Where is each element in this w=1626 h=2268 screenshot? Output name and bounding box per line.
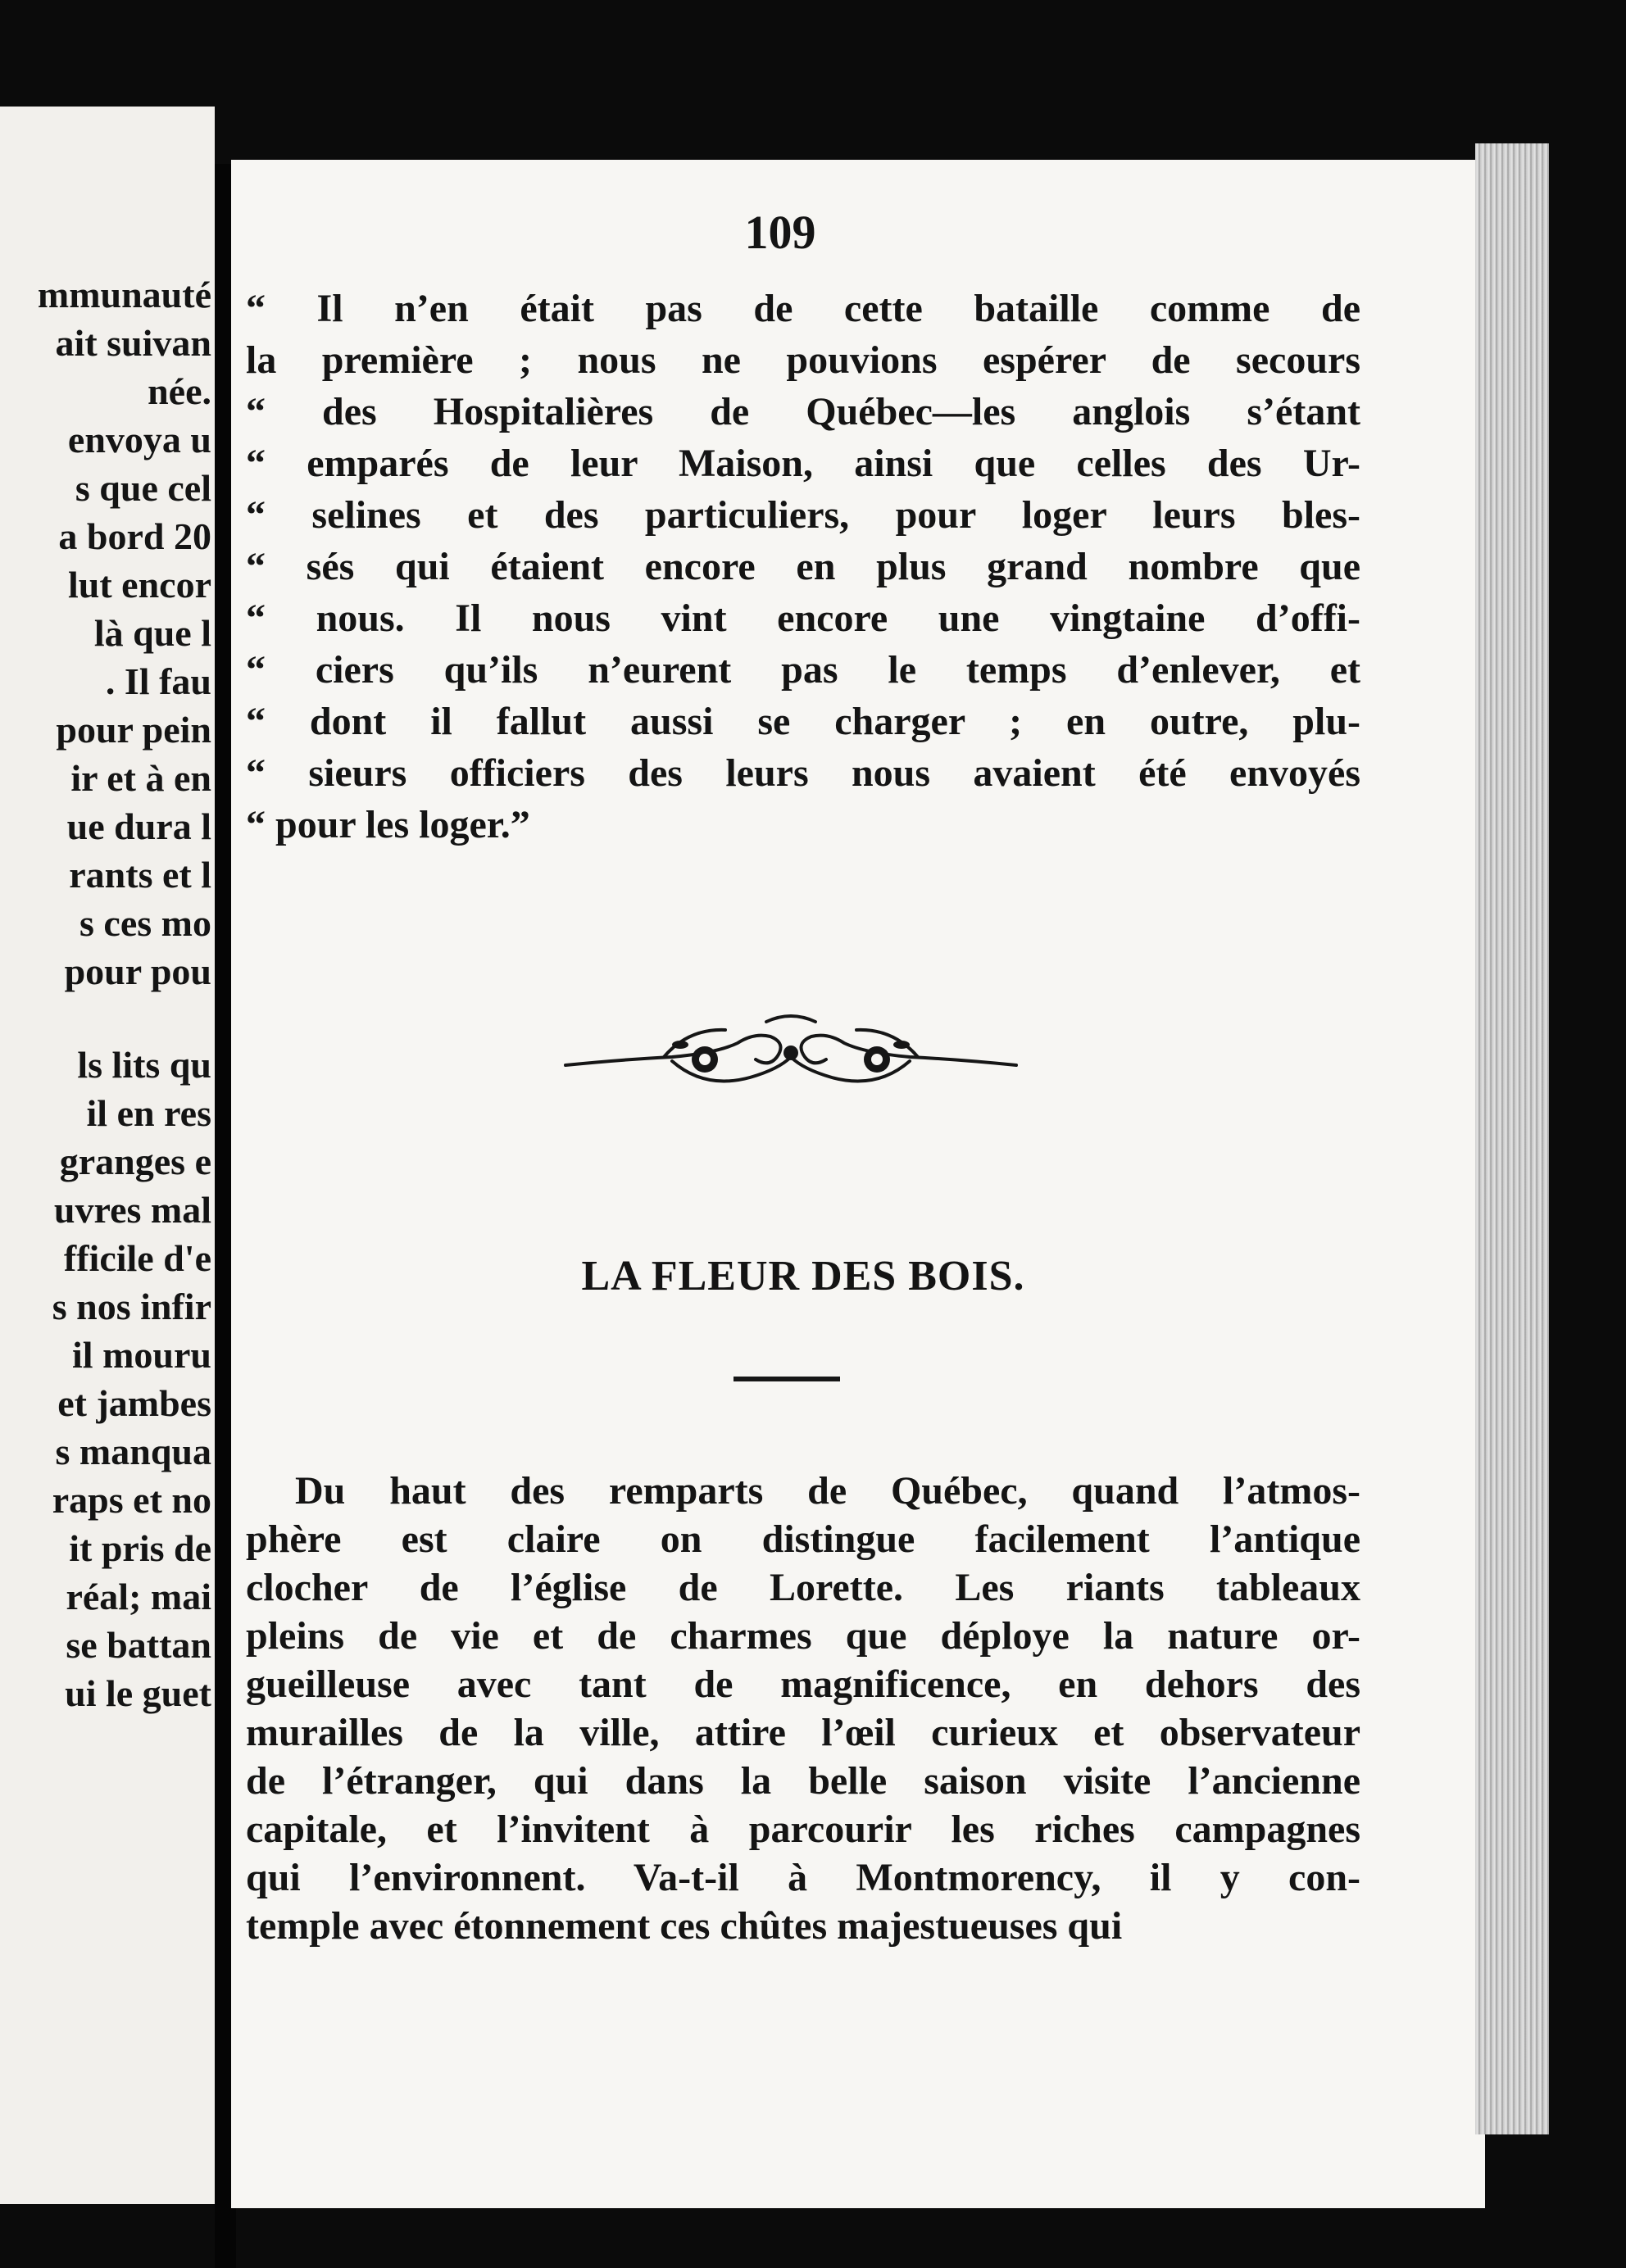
title-rule <box>734 1377 840 1381</box>
text-line: uvres mal <box>53 1189 211 1231</box>
page-edges <box>1475 143 1549 2134</box>
text-line: rants et l <box>69 854 211 896</box>
text-line: Du haut des remparts de Québec, quand l’atmos- <box>295 1469 1360 1513</box>
quote-block <box>246 283 1360 850</box>
text-line: la première ; nous ne pouvions espérer de secours <box>246 338 1360 382</box>
text-line: “ sieurs officiers des leurs nous avaient été envoyés <box>246 751 1360 795</box>
text-line: s manqua <box>55 1431 211 1472</box>
text-line: réal; mai <box>66 1576 211 1617</box>
text-line: phère est claire on distingue facilement l’antique <box>246 1517 1360 1561</box>
text-line: pour pein <box>56 709 211 751</box>
text-line: née. <box>148 370 211 412</box>
text-line: capitale, et l’invitent à parcourir les riches campagnes <box>246 1808 1360 1851</box>
text-line: clocher de l’église de Lorette. Les riants tableaux <box>246 1566 1360 1609</box>
text-line: pleins de vie et de charmes que déploye la nature or- <box>246 1614 1360 1658</box>
text-line: se battan <box>66 1624 211 1666</box>
section-title: LA FLEUR DES BOIS. <box>581 1253 1025 1300</box>
text-line <box>0 996 215 1041</box>
text-line: et jambes <box>57 1382 211 1424</box>
text-line: granges e <box>59 1141 211 1182</box>
text-line: “ Il n’en était pas de cette bataille comme de <box>246 287 1360 330</box>
text-line: “ dont il fallut aussi se charger ; en outre, plu- <box>246 700 1360 743</box>
floral-scroll-ornament-icon <box>549 1012 1033 1110</box>
text-line: ue dura l <box>66 805 211 847</box>
page-number: 109 <box>744 206 816 259</box>
text-line: temple avec étonnement ces chûtes majestueuses qui <box>246 1904 1123 1948</box>
text-line: murailles de la ville, attire l’œil curieux et observateur <box>246 1711 1360 1754</box>
text-line: envoya u <box>67 419 211 460</box>
text-line: it pris de <box>69 1527 211 1569</box>
text-line: gueilleuse avec tant de magnificence, en dehors des <box>246 1662 1360 1706</box>
text-line: “ nous. Il nous vint encore une vingtaine d’offi- <box>246 596 1360 640</box>
text-line: “ sés qui étaient encore en plus grand nombre que <box>246 545 1360 588</box>
text-line: s que cel <box>75 467 211 509</box>
text-line: “ pour les loger.” <box>246 803 530 846</box>
text-line: ui le guet <box>65 1672 211 1714</box>
text-line: a bord 20 <box>58 515 211 557</box>
left-page-fragment <box>0 107 215 2204</box>
left-page-text <box>0 270 215 1717</box>
text-line: s nos infir <box>52 1286 211 1327</box>
text-line: il en res <box>86 1092 211 1134</box>
text-line: “ des Hospitalières de Québec—les anglois s’étant <box>246 390 1360 433</box>
text-line: fficile d'e <box>63 1237 211 1279</box>
paragraph <box>246 1467 1360 1950</box>
text-line: lut encor <box>67 564 211 606</box>
text-line: ait suivan <box>55 322 211 364</box>
text-line: s ces mo <box>79 902 211 944</box>
text-line: “ ciers qu’ils n’eurent pas le temps d’enlever, et <box>246 648 1360 692</box>
text-line: mmunauté <box>37 274 211 315</box>
text-line: de l’étranger, qui dans la belle saison visite l’ancienne <box>246 1759 1360 1803</box>
text-line: “ emparés de leur Maison, ainsi que celles des Ur- <box>246 442 1360 485</box>
text-line: . Il fau <box>105 660 211 702</box>
text-line: qui l’environnent. Va-t-il à Montmorency, il y con- <box>246 1856 1360 1899</box>
text-line: “ selines et des particuliers, pour loger leurs bles- <box>246 493 1360 537</box>
text-line: ls lits qu <box>77 1044 211 1086</box>
text-line: là que l <box>93 612 211 654</box>
text-line: pour pou <box>64 950 211 992</box>
text-line: ir et à en <box>70 757 211 799</box>
text-line: il mouru <box>72 1334 211 1376</box>
text-line: raps et no <box>52 1479 211 1521</box>
